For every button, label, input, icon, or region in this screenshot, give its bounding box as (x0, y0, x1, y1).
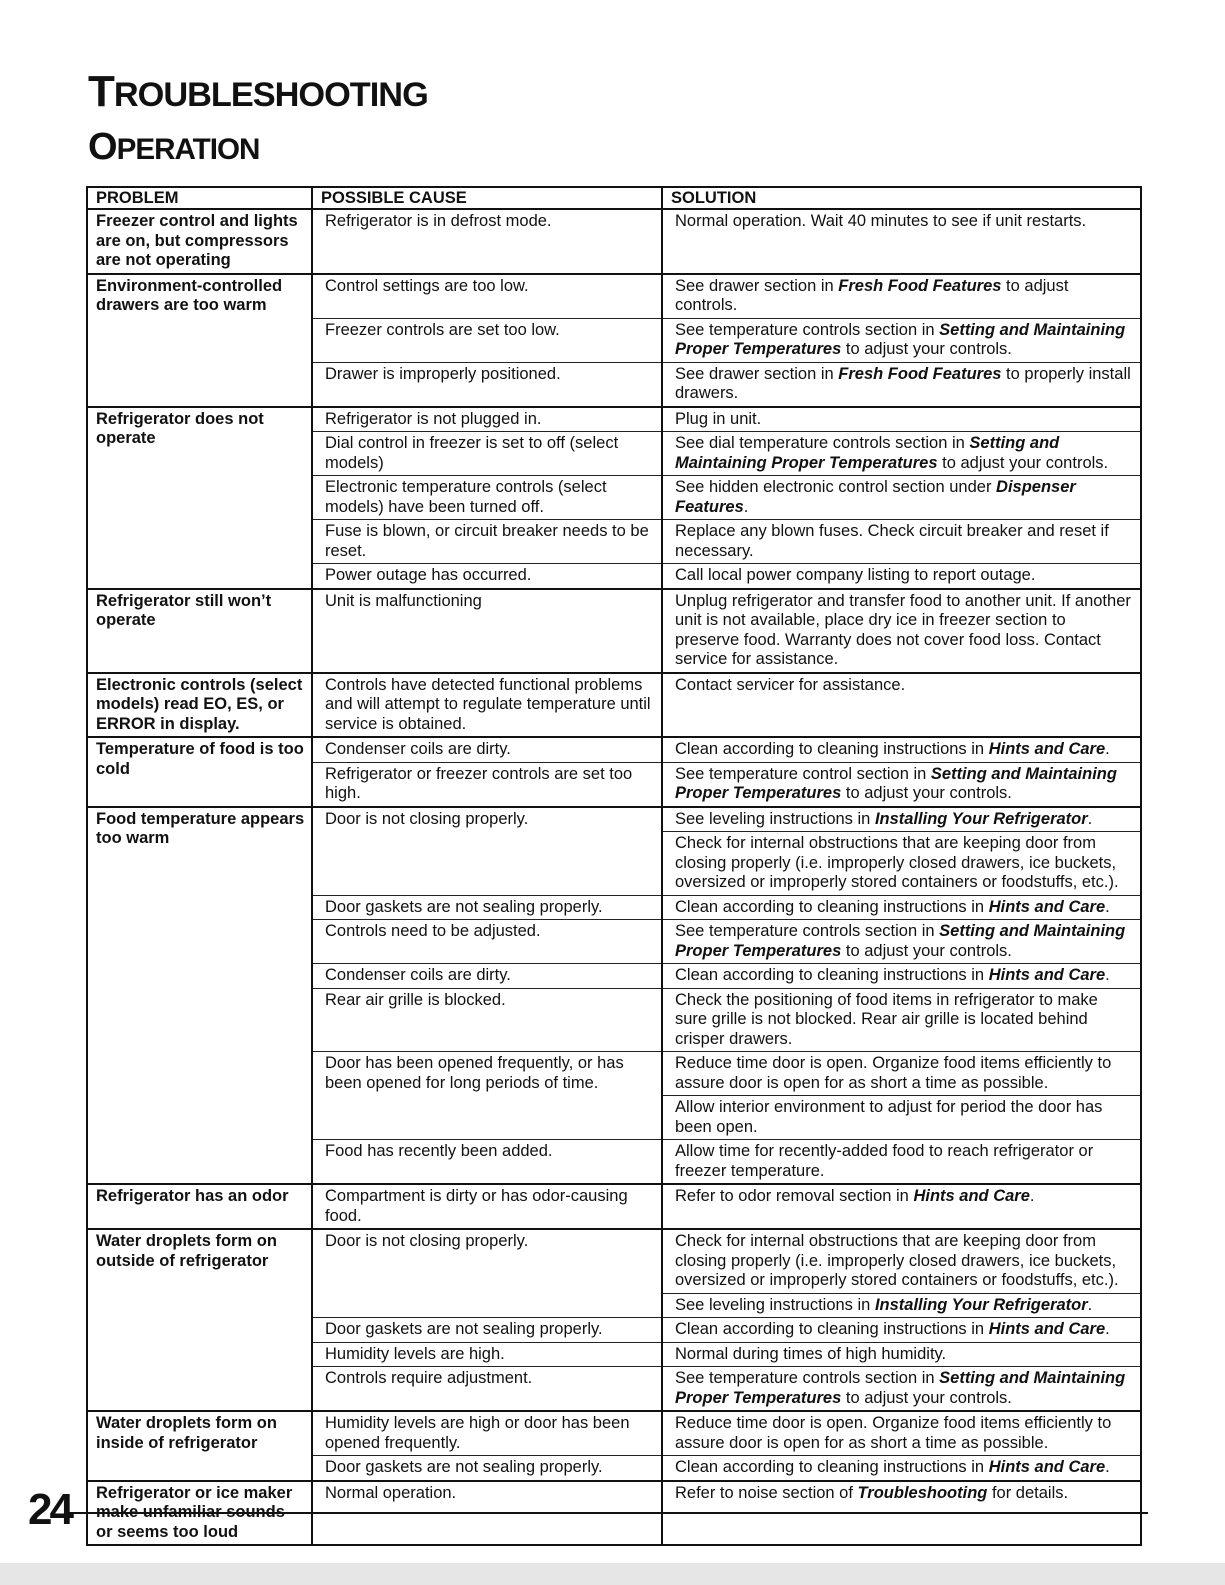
section-reference: Troubleshooting (857, 1483, 988, 1502)
section-reference: Hints and Care (913, 1187, 1030, 1205)
solution-text: to adjust controls. (675, 276, 1069, 314)
section-title-initial: O (88, 126, 117, 168)
problem-cell: Environment-controlled drawers are too warm (87, 274, 312, 407)
solution-cell (662, 274, 1141, 319)
solution-text: . (1105, 897, 1110, 916)
solution-cell (662, 1229, 1141, 1293)
solution-text: Replace any blown fuses. Check circuit breaker and reset if necessary. (675, 522, 1109, 560)
solution-cell (662, 362, 1141, 407)
solution-text: Reduce time door is open. Organize food items efficiently to assure door is open for as short a time as possible. (675, 1414, 1112, 1452)
possible-cause-cell: Food has recently been added. (312, 1140, 662, 1185)
header-possible-cause: POSSIBLE CAUSE (312, 187, 662, 209)
solution-text: for details. (987, 1483, 1069, 1502)
solution-text: See leveling instructions in (675, 1295, 875, 1314)
solution-text: . (1105, 966, 1110, 984)
solution-text: Clean according to cleaning instructions in (675, 1458, 989, 1476)
solution-text: to properly install drawers. (675, 364, 1131, 402)
solution-cell (662, 520, 1141, 564)
solution-cell (662, 432, 1141, 476)
section-reference: Installing Your Refrigerator (874, 809, 1088, 828)
page-title (88, 67, 428, 116)
solution-text: See dial temperature controls section in (675, 434, 970, 452)
solution-text: Unplug refrigerator and transfer food to another unit. If another unit is not available, place dry ice in freezer section to preserve food. Warranty does not cover food loss. Contact service for assistance. (675, 591, 1131, 668)
solution-cell (662, 964, 1141, 989)
section-reference: Dispenser Features (675, 478, 1076, 516)
solution-cell (662, 564, 1141, 589)
problem-cell: Water droplets form on outside of refrigerator (87, 1229, 312, 1411)
solution-text: to adjust your controls. (841, 1388, 1012, 1407)
possible-cause-cell: Fuse is blown, or circuit breaker needs to be reset. (312, 520, 662, 564)
possible-cause-cell: Compartment is dirty or has odor-causing food. (312, 1184, 662, 1229)
solution-text: to adjust your controls. (841, 784, 1012, 802)
solution-text: Allow time for recently-added food to reach refrigerator or freezer temperature. (675, 1142, 1094, 1180)
solution-text: Allow interior environment to adjust for period the door has been open. (675, 1098, 1103, 1136)
solution-text: See hidden electronic control section under (675, 478, 997, 496)
solution-cell (662, 988, 1141, 1052)
section-reference: Hints and Care (988, 897, 1106, 916)
table-row (87, 209, 1141, 274)
possible-cause-cell: Door is not closing properly. (312, 807, 662, 896)
solution-cell (662, 762, 1141, 807)
solution-cell (662, 895, 1141, 920)
solution-text: Refer to noise section of (675, 1483, 858, 1502)
page-title-rest: ROUBLESHOOTING (113, 76, 428, 114)
solution-cell (662, 1342, 1141, 1367)
solution-text: See temperature controls section in (675, 320, 940, 339)
solution-text: . (1105, 1320, 1110, 1338)
solution-text: Reduce time door is open. Organize food items efficiently to assure door is open for as short a time as possible. (675, 1054, 1112, 1092)
solution-text: See temperature control section in (675, 764, 931, 783)
possible-cause-cell: Controls have detected functional problems and will attempt to regulate temperature until service is obtained. (312, 673, 662, 738)
table-row (87, 1411, 1141, 1456)
problem-cell: Electronic controls (select models) read EO, ES, or ERROR in display. (87, 673, 312, 738)
solution-text: . (743, 497, 749, 516)
problem-cell: Water droplets form on inside of refrigerator (87, 1411, 312, 1481)
possible-cause-cell: Rear air grille is blocked. (312, 988, 662, 1052)
scan-edge (0, 1563, 1225, 1585)
table-row (87, 737, 1141, 762)
section-title (88, 128, 259, 166)
table-row (87, 1229, 1141, 1293)
solution-cell (662, 1367, 1141, 1412)
solution-cell (662, 589, 1141, 673)
possible-cause-cell: Humidity levels are high. (312, 1342, 662, 1367)
table-header-row (87, 187, 1141, 209)
solution-cell (662, 1411, 1141, 1456)
possible-cause-cell: Humidity levels are high or door has been opened frequently. (312, 1411, 662, 1456)
solution-cell (662, 673, 1141, 738)
solution-text: . (1105, 1458, 1110, 1476)
solution-text: See temperature controls section in (675, 1369, 940, 1387)
solution-cell (662, 476, 1141, 520)
possible-cause-cell: Power outage has occurred. (312, 564, 662, 589)
solution-text: to adjust your controls. (841, 941, 1012, 960)
possible-cause-cell: Electronic temperature controls (select models) have been turned off. (312, 476, 662, 520)
solution-text: Check the positioning of food items in refrigerator to make sure grille is not blocked. Rear air grille is located behind crisper drawers. (675, 990, 1098, 1048)
solution-text: . (1087, 809, 1093, 828)
table-row (87, 673, 1141, 738)
page-title-initial: T (88, 67, 114, 116)
solution-text: See drawer section in (675, 276, 839, 295)
possible-cause-cell: Control settings are too low. (312, 274, 662, 319)
problem-cell: Freezer control and lights are on, but compressors are not operating (87, 209, 312, 274)
solution-text: Check for internal obstructions that are keeping door from closing properly (i.e. improperly closed drawers, ice buckets, oversized or improperly stored containers or foodstuffs, etc.). (675, 834, 1119, 891)
solution-text: . (1087, 1295, 1093, 1314)
table-row (87, 1184, 1141, 1229)
solution-text: Clean according to cleaning instructions in (675, 897, 989, 916)
troubleshooting-table (86, 186, 1142, 1546)
solution-cell (662, 1184, 1141, 1229)
header-problem: PROBLEM (87, 187, 312, 209)
solution-cell (662, 1140, 1141, 1185)
possible-cause-cell: Refrigerator is in defrost mode. (312, 209, 662, 274)
solution-text: See leveling instructions in (675, 809, 875, 828)
solution-text: Normal operation. Wait 40 minutes to see if unit restarts. (675, 212, 1087, 230)
section-reference: Installing Your Refrigerator (874, 1295, 1088, 1314)
table-row (87, 407, 1141, 432)
solution-cell (662, 1293, 1141, 1318)
possible-cause-cell: Door is not closing properly. (312, 1229, 662, 1318)
section-title-rest: PERATION (116, 133, 260, 166)
possible-cause-cell: Door gaskets are not sealing properly. (312, 1456, 662, 1481)
solution-text: . (1105, 740, 1110, 758)
solution-cell (662, 1096, 1141, 1140)
solution-cell (662, 1052, 1141, 1096)
solution-cell (662, 832, 1141, 896)
possible-cause-cell: Dial control in freezer is set to off (select models) (312, 432, 662, 476)
solution-cell (662, 318, 1141, 362)
solution-text: Check for internal obstructions that are keeping door from closing properly (i.e. improperly closed drawers, ice buckets, oversized or improperly stored containers or foodstuffs, etc.). (675, 1232, 1119, 1289)
section-reference: Hints and Care (988, 1320, 1106, 1338)
solution-text: Refer to odor removal section in (675, 1187, 914, 1205)
solution-text: . (1029, 1187, 1035, 1205)
solution-cell (662, 1318, 1141, 1343)
possible-cause-cell: Controls need to be adjusted. (312, 920, 662, 964)
possible-cause-cell: Door gaskets are not sealing properly. (312, 1318, 662, 1343)
possible-cause-cell: Normal operation. (312, 1481, 662, 1546)
table-row (87, 807, 1141, 832)
section-reference: Setting and Maintaining Proper Temperatures (675, 764, 1117, 802)
solution-text: Clean according to cleaning instructions in (675, 966, 989, 984)
solution-text: to adjust your controls. (937, 453, 1109, 472)
section-reference: Setting and Maintaining Proper Temperatures (675, 320, 1126, 358)
solution-text: Clean according to cleaning instructions in (675, 1320, 989, 1338)
table-row (87, 274, 1141, 319)
header-solution: SOLUTION (662, 187, 1141, 209)
table-body (87, 209, 1141, 1545)
possible-cause-cell: Drawer is improperly positioned. (312, 362, 662, 407)
section-reference: Hints and Care (988, 740, 1106, 758)
solution-text: Clean according to cleaning instructions in (675, 740, 989, 758)
solution-text: Contact servicer for assistance. (675, 675, 906, 694)
solution-cell (662, 920, 1141, 964)
problem-cell: Refrigerator or ice maker make unfamiliar sounds or seems too loud (87, 1481, 312, 1546)
section-reference: Hints and Care (988, 966, 1106, 984)
solution-cell (662, 1456, 1141, 1481)
solution-text: to adjust your controls. (841, 340, 1012, 358)
possible-cause-cell: Door gaskets are not sealing properly. (312, 895, 662, 920)
table-row (87, 589, 1141, 673)
solution-cell (662, 407, 1141, 432)
solution-cell (662, 209, 1141, 274)
solution-text: See drawer section in (675, 364, 839, 383)
problem-cell: Refrigerator has an odor (87, 1184, 312, 1229)
problem-cell: Refrigerator still won’t operate (87, 589, 312, 673)
section-reference: Setting and Maintaining Proper Temperatures (675, 922, 1126, 960)
solution-text: Plug in unit. (675, 409, 762, 428)
page-number: 24 (28, 1485, 71, 1534)
problem-cell: Food temperature appears too warm (87, 807, 312, 1185)
solution-text: Normal during times of high humidity. (675, 1344, 947, 1363)
solution-cell (662, 807, 1141, 832)
footer-rule (68, 1512, 1148, 1514)
problem-cell: Refrigerator does not operate (87, 407, 312, 589)
section-reference: Fresh Food Features (838, 364, 1002, 383)
section-reference: Setting and Maintaining Proper Temperatures (675, 1369, 1126, 1407)
possible-cause-cell: Refrigerator is not plugged in. (312, 407, 662, 432)
possible-cause-cell: Controls require adjustment. (312, 1367, 662, 1412)
solution-text: Call local power company listing to report outage. (675, 566, 1036, 584)
possible-cause-cell: Condenser coils are dirty. (312, 964, 662, 989)
solution-text: See temperature controls section in (675, 922, 940, 940)
possible-cause-cell: Refrigerator or freezer controls are set too high. (312, 762, 662, 807)
section-reference: Setting and Maintaining Proper Temperatures (675, 434, 1060, 472)
possible-cause-cell: Door has been opened frequently, or has been opened for long periods of time. (312, 1052, 662, 1140)
section-reference: Hints and Care (988, 1458, 1106, 1476)
problem-cell: Temperature of food is too cold (87, 737, 312, 807)
possible-cause-cell: Freezer controls are set too low. (312, 318, 662, 362)
possible-cause-cell: Condenser coils are dirty. (312, 737, 662, 762)
solution-cell (662, 737, 1141, 762)
section-reference: Fresh Food Features (838, 276, 1002, 295)
possible-cause-cell: Unit is malfunctioning (312, 589, 662, 673)
